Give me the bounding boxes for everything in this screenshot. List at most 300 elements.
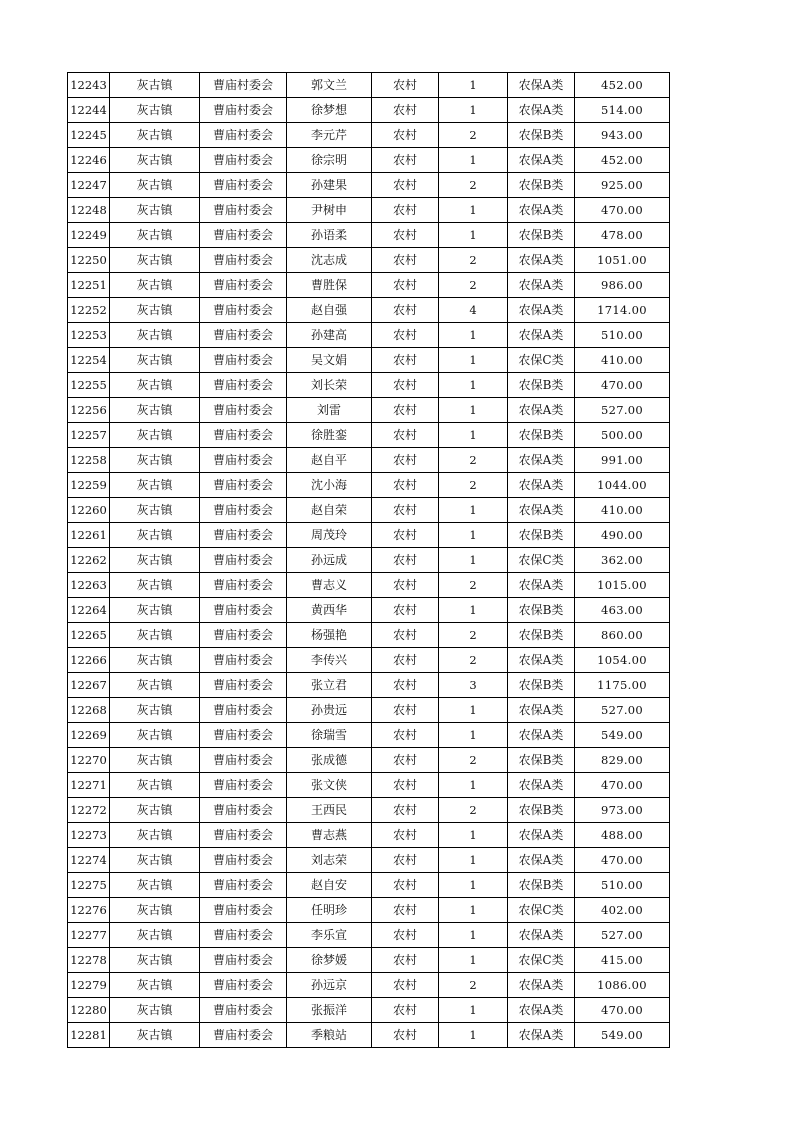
name-cell: 李乐宣	[287, 923, 372, 948]
area-type-cell: 农村	[372, 423, 439, 448]
name-cell: 赵自强	[287, 298, 372, 323]
table-row	[68, 273, 670, 298]
insurance-category-cell: 农保B类	[508, 798, 575, 823]
household-count-cell: 1	[439, 548, 508, 573]
insurance-category-cell: 农保B类	[508, 623, 575, 648]
village-committee-cell: 曹庙村委会	[200, 348, 287, 373]
town-cell: 灰古镇	[110, 73, 200, 98]
village-committee-cell: 曹庙村委会	[200, 273, 287, 298]
name-cell: 曹胜保	[287, 273, 372, 298]
name-cell: 郭文兰	[287, 73, 372, 98]
insurance-category-cell: 农保C类	[508, 898, 575, 923]
amount-cell: 986.00	[575, 273, 670, 298]
table-row	[68, 523, 670, 548]
household-count-cell: 1	[439, 773, 508, 798]
name-cell: 张成德	[287, 748, 372, 773]
village-committee-cell: 曹庙村委会	[200, 748, 287, 773]
household-count-cell: 1	[439, 698, 508, 723]
row-id-cell: 12272	[68, 798, 110, 823]
table-row	[68, 448, 670, 473]
insurance-category-cell: 农保C类	[508, 948, 575, 973]
village-committee-cell: 曹庙村委会	[200, 323, 287, 348]
area-type-cell: 农村	[372, 623, 439, 648]
amount-cell: 410.00	[575, 498, 670, 523]
name-cell: 曹志燕	[287, 823, 372, 848]
insurance-category-cell: 农保B类	[508, 523, 575, 548]
row-id-cell: 12249	[68, 223, 110, 248]
household-count-cell: 1	[439, 398, 508, 423]
amount-cell: 943.00	[575, 123, 670, 148]
town-cell: 灰古镇	[110, 148, 200, 173]
table-row	[68, 148, 670, 173]
name-cell: 刘长荣	[287, 373, 372, 398]
table-row	[68, 1023, 670, 1048]
table-row	[68, 773, 670, 798]
row-id-cell: 12281	[68, 1023, 110, 1048]
household-count-cell: 2	[439, 798, 508, 823]
amount-cell: 1175.00	[575, 673, 670, 698]
town-cell: 灰古镇	[110, 498, 200, 523]
village-committee-cell: 曹庙村委会	[200, 998, 287, 1023]
table-row	[68, 73, 670, 98]
town-cell: 灰古镇	[110, 673, 200, 698]
household-count-cell: 1	[439, 1023, 508, 1048]
row-id-cell: 12245	[68, 123, 110, 148]
insurance-category-cell: 农保A类	[508, 698, 575, 723]
household-count-cell: 1	[439, 498, 508, 523]
row-id-cell: 12263	[68, 573, 110, 598]
row-id-cell: 12280	[68, 998, 110, 1023]
table-row	[68, 798, 670, 823]
name-cell: 徐宗明	[287, 148, 372, 173]
area-type-cell: 农村	[372, 973, 439, 998]
name-cell: 孙远成	[287, 548, 372, 573]
village-committee-cell: 曹庙村委会	[200, 148, 287, 173]
household-count-cell: 2	[439, 573, 508, 598]
table-row	[68, 823, 670, 848]
town-cell: 灰古镇	[110, 923, 200, 948]
insurance-category-cell: 农保B类	[508, 423, 575, 448]
town-cell: 灰古镇	[110, 1023, 200, 1048]
name-cell: 尹树申	[287, 198, 372, 223]
amount-cell: 1086.00	[575, 973, 670, 998]
area-type-cell: 农村	[372, 498, 439, 523]
area-type-cell: 农村	[372, 573, 439, 598]
household-count-cell: 1	[439, 98, 508, 123]
village-committee-cell: 曹庙村委会	[200, 873, 287, 898]
area-type-cell: 农村	[372, 223, 439, 248]
area-type-cell: 农村	[372, 648, 439, 673]
amount-cell: 973.00	[575, 798, 670, 823]
name-cell: 张立君	[287, 673, 372, 698]
village-committee-cell: 曹庙村委会	[200, 373, 287, 398]
name-cell: 孙语柔	[287, 223, 372, 248]
table-row	[68, 723, 670, 748]
town-cell: 灰古镇	[110, 173, 200, 198]
name-cell: 杨强艳	[287, 623, 372, 648]
area-type-cell: 农村	[372, 948, 439, 973]
village-committee-cell: 曹庙村委会	[200, 673, 287, 698]
name-cell: 孙建高	[287, 323, 372, 348]
amount-cell: 510.00	[575, 323, 670, 348]
household-count-cell: 1	[439, 523, 508, 548]
household-count-cell: 1	[439, 598, 508, 623]
row-id-cell: 12254	[68, 348, 110, 373]
table-row	[68, 598, 670, 623]
name-cell: 周茂玲	[287, 523, 372, 548]
area-type-cell: 农村	[372, 748, 439, 773]
row-id-cell: 12266	[68, 648, 110, 673]
amount-cell: 488.00	[575, 823, 670, 848]
row-id-cell: 12258	[68, 448, 110, 473]
name-cell: 曹志义	[287, 573, 372, 598]
amount-cell: 470.00	[575, 373, 670, 398]
name-cell: 赵自平	[287, 448, 372, 473]
amount-cell: 410.00	[575, 348, 670, 373]
area-type-cell: 农村	[372, 998, 439, 1023]
area-type-cell: 农村	[372, 123, 439, 148]
town-cell: 灰古镇	[110, 898, 200, 923]
area-type-cell: 农村	[372, 98, 439, 123]
insurance-category-cell: 农保A类	[508, 498, 575, 523]
area-type-cell: 农村	[372, 798, 439, 823]
insurance-category-cell: 农保B类	[508, 373, 575, 398]
row-id-cell: 12255	[68, 373, 110, 398]
row-id-cell: 12265	[68, 623, 110, 648]
amount-cell: 549.00	[575, 1023, 670, 1048]
name-cell: 张振洋	[287, 998, 372, 1023]
household-count-cell: 1	[439, 73, 508, 98]
village-committee-cell: 曹庙村委会	[200, 173, 287, 198]
village-committee-cell: 曹庙村委会	[200, 448, 287, 473]
village-committee-cell: 曹庙村委会	[200, 773, 287, 798]
village-committee-cell: 曹庙村委会	[200, 598, 287, 623]
amount-cell: 527.00	[575, 398, 670, 423]
row-id-cell: 12269	[68, 723, 110, 748]
name-cell: 张文侠	[287, 773, 372, 798]
table-row	[68, 998, 670, 1023]
village-committee-cell: 曹庙村委会	[200, 623, 287, 648]
village-committee-cell: 曹庙村委会	[200, 298, 287, 323]
amount-cell: 514.00	[575, 98, 670, 123]
row-id-cell: 12260	[68, 498, 110, 523]
table-row	[68, 423, 670, 448]
household-count-cell: 2	[439, 273, 508, 298]
amount-cell: 490.00	[575, 523, 670, 548]
village-committee-cell: 曹庙村委会	[200, 948, 287, 973]
insurance-category-cell: 农保A类	[508, 148, 575, 173]
area-type-cell: 农村	[372, 323, 439, 348]
insurance-category-cell: 农保A类	[508, 1023, 575, 1048]
table-row	[68, 298, 670, 323]
village-committee-cell: 曹庙村委会	[200, 423, 287, 448]
insurance-category-cell: 农保A类	[508, 823, 575, 848]
row-id-cell: 12244	[68, 98, 110, 123]
town-cell: 灰古镇	[110, 598, 200, 623]
town-cell: 灰古镇	[110, 623, 200, 648]
data-table	[67, 72, 670, 1048]
household-count-cell: 1	[439, 323, 508, 348]
household-count-cell: 2	[439, 173, 508, 198]
table-row	[68, 498, 670, 523]
insurance-category-cell: 农保A类	[508, 323, 575, 348]
amount-cell: 470.00	[575, 998, 670, 1023]
row-id-cell: 12268	[68, 698, 110, 723]
town-cell: 灰古镇	[110, 548, 200, 573]
town-cell: 灰古镇	[110, 398, 200, 423]
row-id-cell: 12271	[68, 773, 110, 798]
area-type-cell: 农村	[372, 523, 439, 548]
amount-cell: 860.00	[575, 623, 670, 648]
insurance-category-cell: 农保B类	[508, 173, 575, 198]
table-row	[68, 348, 670, 373]
household-count-cell: 4	[439, 298, 508, 323]
area-type-cell: 农村	[372, 348, 439, 373]
town-cell: 灰古镇	[110, 823, 200, 848]
row-id-cell: 12262	[68, 548, 110, 573]
area-type-cell: 农村	[372, 923, 439, 948]
amount-cell: 478.00	[575, 223, 670, 248]
area-type-cell: 农村	[372, 548, 439, 573]
town-cell: 灰古镇	[110, 848, 200, 873]
name-cell: 吴文娟	[287, 348, 372, 373]
amount-cell: 470.00	[575, 773, 670, 798]
village-committee-cell: 曹庙村委会	[200, 798, 287, 823]
village-committee-cell: 曹庙村委会	[200, 898, 287, 923]
row-id-cell: 12270	[68, 748, 110, 773]
amount-cell: 500.00	[575, 423, 670, 448]
household-count-cell: 1	[439, 948, 508, 973]
town-cell: 灰古镇	[110, 698, 200, 723]
table-row	[68, 548, 670, 573]
village-committee-cell: 曹庙村委会	[200, 498, 287, 523]
town-cell: 灰古镇	[110, 773, 200, 798]
town-cell: 灰古镇	[110, 798, 200, 823]
town-cell: 灰古镇	[110, 198, 200, 223]
table-row	[68, 198, 670, 223]
village-committee-cell: 曹庙村委会	[200, 723, 287, 748]
insurance-category-cell: 农保A类	[508, 73, 575, 98]
village-committee-cell: 曹庙村委会	[200, 548, 287, 573]
village-committee-cell: 曹庙村委会	[200, 648, 287, 673]
name-cell: 李元芹	[287, 123, 372, 148]
town-cell: 灰古镇	[110, 423, 200, 448]
insurance-category-cell: 农保B类	[508, 673, 575, 698]
name-cell: 徐胜銮	[287, 423, 372, 448]
insurance-category-cell: 农保A类	[508, 998, 575, 1023]
household-count-cell: 2	[439, 748, 508, 773]
town-cell: 灰古镇	[110, 473, 200, 498]
insurance-category-cell: 农保C类	[508, 348, 575, 373]
row-id-cell: 12257	[68, 423, 110, 448]
household-count-cell: 2	[439, 123, 508, 148]
area-type-cell: 农村	[372, 298, 439, 323]
table-row	[68, 573, 670, 598]
area-type-cell: 农村	[372, 723, 439, 748]
area-type-cell: 农村	[372, 473, 439, 498]
town-cell: 灰古镇	[110, 323, 200, 348]
area-type-cell: 农村	[372, 273, 439, 298]
village-committee-cell: 曹庙村委会	[200, 698, 287, 723]
household-count-cell: 2	[439, 648, 508, 673]
insurance-category-cell: 农保B类	[508, 123, 575, 148]
area-type-cell: 农村	[372, 898, 439, 923]
town-cell: 灰古镇	[110, 748, 200, 773]
town-cell: 灰古镇	[110, 648, 200, 673]
area-type-cell: 农村	[372, 198, 439, 223]
amount-cell: 470.00	[575, 198, 670, 223]
amount-cell: 1015.00	[575, 573, 670, 598]
row-id-cell: 12273	[68, 823, 110, 848]
town-cell: 灰古镇	[110, 973, 200, 998]
name-cell: 任明珍	[287, 898, 372, 923]
household-count-cell: 1	[439, 873, 508, 898]
household-count-cell: 1	[439, 923, 508, 948]
row-id-cell: 12247	[68, 173, 110, 198]
amount-cell: 463.00	[575, 598, 670, 623]
table-row	[68, 848, 670, 873]
name-cell: 沈志成	[287, 248, 372, 273]
insurance-category-cell: 农保A类	[508, 298, 575, 323]
row-id-cell: 12259	[68, 473, 110, 498]
table-row	[68, 398, 670, 423]
name-cell: 王西民	[287, 798, 372, 823]
row-id-cell: 12277	[68, 923, 110, 948]
household-count-cell: 1	[439, 998, 508, 1023]
table-row	[68, 973, 670, 998]
amount-cell: 415.00	[575, 948, 670, 973]
household-count-cell: 1	[439, 348, 508, 373]
town-cell: 灰古镇	[110, 448, 200, 473]
row-id-cell: 12278	[68, 948, 110, 973]
table-row	[68, 473, 670, 498]
name-cell: 刘志荣	[287, 848, 372, 873]
town-cell: 灰古镇	[110, 273, 200, 298]
insurance-category-cell: 农保B类	[508, 598, 575, 623]
insurance-category-cell: 农保A类	[508, 273, 575, 298]
table-row	[68, 323, 670, 348]
amount-cell: 470.00	[575, 848, 670, 873]
insurance-category-cell: 农保C类	[508, 548, 575, 573]
household-count-cell: 2	[439, 623, 508, 648]
town-cell: 灰古镇	[110, 373, 200, 398]
insurance-category-cell: 农保A类	[508, 973, 575, 998]
insurance-category-cell: 农保A类	[508, 773, 575, 798]
row-id-cell: 12252	[68, 298, 110, 323]
row-id-cell: 12256	[68, 398, 110, 423]
table-row	[68, 223, 670, 248]
table-row	[68, 673, 670, 698]
area-type-cell: 农村	[372, 1023, 439, 1048]
row-id-cell: 12267	[68, 673, 110, 698]
table-body	[68, 73, 670, 1048]
village-committee-cell: 曹庙村委会	[200, 248, 287, 273]
area-type-cell: 农村	[372, 873, 439, 898]
household-count-cell: 2	[439, 473, 508, 498]
village-committee-cell: 曹庙村委会	[200, 73, 287, 98]
insurance-category-cell: 农保A类	[508, 573, 575, 598]
amount-cell: 527.00	[575, 923, 670, 948]
town-cell: 灰古镇	[110, 723, 200, 748]
household-count-cell: 1	[439, 148, 508, 173]
household-count-cell: 1	[439, 823, 508, 848]
village-committee-cell: 曹庙村委会	[200, 123, 287, 148]
town-cell: 灰古镇	[110, 123, 200, 148]
row-id-cell: 12251	[68, 273, 110, 298]
amount-cell: 510.00	[575, 873, 670, 898]
name-cell: 孙建果	[287, 173, 372, 198]
table-row	[68, 373, 670, 398]
row-id-cell: 12275	[68, 873, 110, 898]
area-type-cell: 农村	[372, 823, 439, 848]
area-type-cell: 农村	[372, 448, 439, 473]
town-cell: 灰古镇	[110, 98, 200, 123]
table-row	[68, 898, 670, 923]
village-committee-cell: 曹庙村委会	[200, 223, 287, 248]
village-committee-cell: 曹庙村委会	[200, 523, 287, 548]
insurance-category-cell: 农保B类	[508, 223, 575, 248]
household-count-cell: 1	[439, 223, 508, 248]
area-type-cell: 农村	[372, 673, 439, 698]
village-committee-cell: 曹庙村委会	[200, 473, 287, 498]
household-count-cell: 1	[439, 373, 508, 398]
insurance-category-cell: 农保A类	[508, 648, 575, 673]
village-committee-cell: 曹庙村委会	[200, 848, 287, 873]
town-cell: 灰古镇	[110, 223, 200, 248]
household-count-cell: 1	[439, 423, 508, 448]
table-row	[68, 698, 670, 723]
household-count-cell: 2	[439, 448, 508, 473]
area-type-cell: 农村	[372, 773, 439, 798]
household-count-cell: 2	[439, 248, 508, 273]
insurance-category-cell: 农保A类	[508, 248, 575, 273]
row-id-cell: 12253	[68, 323, 110, 348]
amount-cell: 1051.00	[575, 248, 670, 273]
village-committee-cell: 曹庙村委会	[200, 1023, 287, 1048]
insurance-category-cell: 农保A类	[508, 198, 575, 223]
amount-cell: 1044.00	[575, 473, 670, 498]
area-type-cell: 农村	[372, 848, 439, 873]
name-cell: 赵自安	[287, 873, 372, 898]
table-row	[68, 623, 670, 648]
insurance-category-cell: 农保A类	[508, 448, 575, 473]
household-count-cell: 1	[439, 198, 508, 223]
amount-cell: 549.00	[575, 723, 670, 748]
insurance-category-cell: 农保B类	[508, 873, 575, 898]
table-row	[68, 248, 670, 273]
table-row	[68, 173, 670, 198]
village-committee-cell: 曹庙村委会	[200, 573, 287, 598]
name-cell: 徐梦媛	[287, 948, 372, 973]
row-id-cell: 12264	[68, 598, 110, 623]
name-cell: 孙远京	[287, 973, 372, 998]
town-cell: 灰古镇	[110, 248, 200, 273]
table-row	[68, 923, 670, 948]
area-type-cell: 农村	[372, 398, 439, 423]
amount-cell: 452.00	[575, 148, 670, 173]
town-cell: 灰古镇	[110, 573, 200, 598]
row-id-cell: 12274	[68, 848, 110, 873]
name-cell: 赵自荣	[287, 498, 372, 523]
town-cell: 灰古镇	[110, 873, 200, 898]
village-committee-cell: 曹庙村委会	[200, 98, 287, 123]
area-type-cell: 农村	[372, 698, 439, 723]
table-row	[68, 948, 670, 973]
insurance-category-cell: 农保A类	[508, 98, 575, 123]
row-id-cell: 12261	[68, 523, 110, 548]
table-row	[68, 123, 670, 148]
name-cell: 刘雷	[287, 398, 372, 423]
